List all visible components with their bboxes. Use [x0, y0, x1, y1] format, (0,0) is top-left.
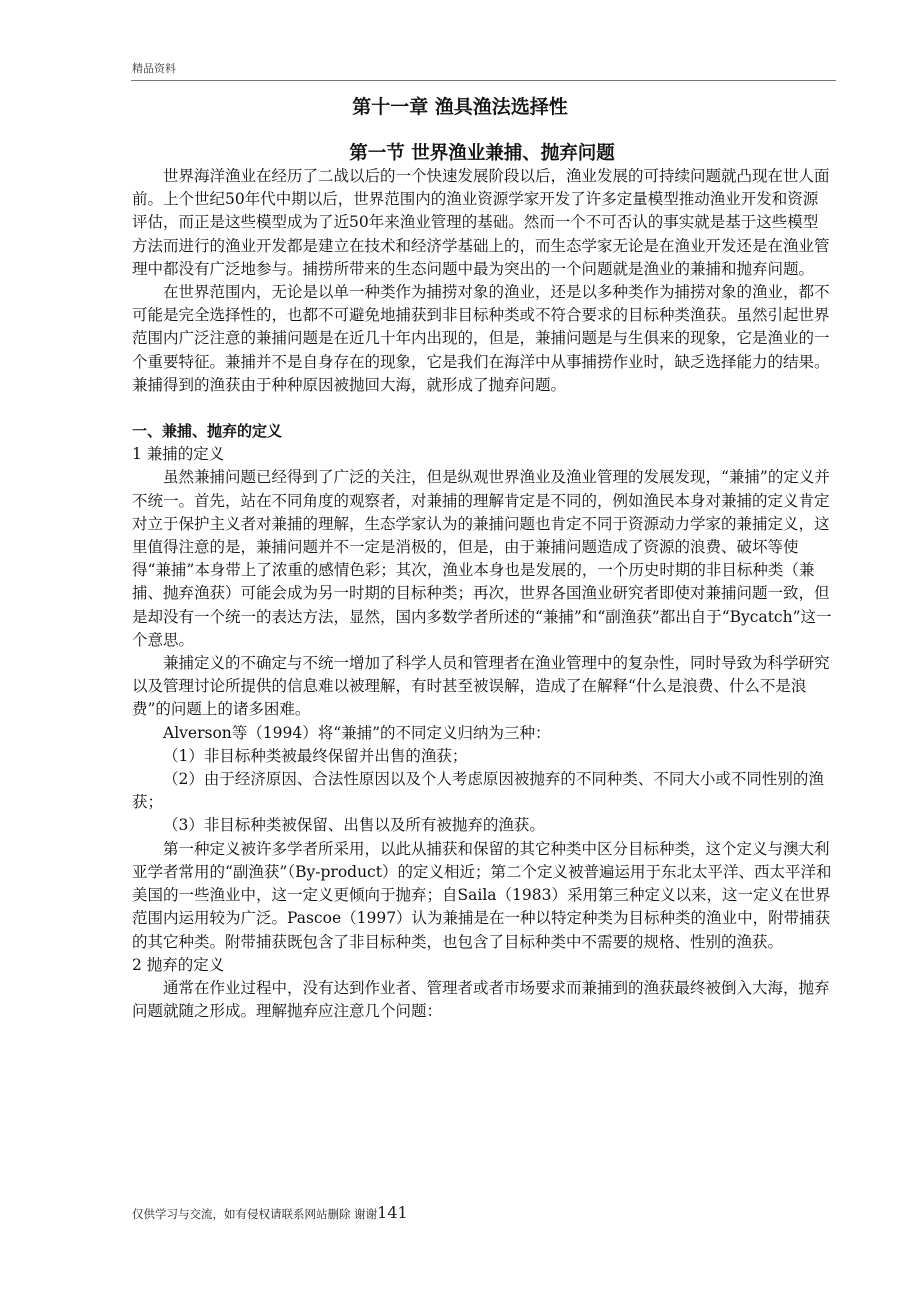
subheading-bycatch: 1 兼捕的定义 [132, 445, 225, 464]
chapter-title: 第十一章 渔具渔法选择性 [352, 96, 568, 118]
footer-text: 仅供学习与交流，如有侵权请联系网站删除 谢谢 [132, 1207, 378, 1221]
paragraph: 世界海洋渔业在经历了二战以后的一个快速发展阶段以后，渔业发展的可持续问题就凸现在世人面前。上个世纪50年代中期以后，世界范围内的渔业资源学家开发了许多定量模型推动渔业开发和资源评估，而正是这些模型成为了近50年来渔业管理的基础。然而一个不可否认的事实就是基于这些模型方法而进行的渔业开发都是建立在技术和经济学基础上的，而生态学家无论是在渔业开发还是在渔业管理中都没有广泛地参与。捕捞所带来的生态问题中最为突出的一个问题就是渔业的兼捕和抛弃问题。 [132, 167, 830, 278]
footer [132, 1203, 408, 1222]
body-text [132, 165, 832, 1023]
header-rule [131, 80, 836, 81]
page-number: 141 [377, 1203, 408, 1222]
paragraph: 通常在作业过程中，没有达到作业者、管理者或者市场要求而兼捕到的渔获最终被倒入大海，抛弃问题就随之形成。理解抛弃应注意几个问题： [132, 978, 830, 1021]
paragraph: 兼捕定义的不确定与不统一增加了科学人员和管理者在渔业管理中的复杂性，同时导致为科学研究以及管理讨论所提供的信息难以被理解，有时甚至被误解，造成了在解释“什么是浪费、什么不是浪费”的问题上的诸多困难。 [132, 654, 830, 719]
paragraph: 第一种定义被许多学者所采用，以此从捕获和保留的其它种类中区分目标种类，这个定义与澳大利亚学者常用的“副渔获”（By-product）的定义相近；第二个定义被普遍运用于东北太平洋、西太平洋和美国的一些渔业中，这一定义更倾向于抛弃；自Saila（1983）采用第三种定义以来，这一定义在世界范围内运用较为广泛。Pascoe（1997）认为兼捕是在一种以特定种类为目标种类的渔业中，附带捕获的其它种类。附带捕获既包含了非目标种类，也包含了目标种类中不需要的规格、性别的渔获。 [132, 839, 832, 951]
paragraph: 虽然兼捕问题已经得到了广泛的关注，但是纵观世界渔业及渔业管理的发展发现，“兼捕”的定义并不统一。首先，站在不同角度的观察者，对兼捕的理解肯定是不同的，例如渔民本身对兼捕的定义肯定对立于保护主义者对兼捕的理解，生态学家认为的兼捕问题也肯定不同于资源动力学家的兼捕定义，这里值得注意的是，兼捕问题并不一定是消极的，但是，由于兼捕问题造成了资源的浪费、破坏等使得“兼捕”本身带上了浓重的感情色彩；其次，渔业本身也是发展的，一个历史时期的非目标种类（兼捕、抛弃渔获）可能会成为另一时期的目标种类；再次，世界各国渔业研究者即使对兼捕问题一致，但是却没有一个统一的表达方法，显然，国内多数学者所述的“兼捕”和“副渔获”都出自于“Bycatch”这一个意思。 [132, 468, 832, 649]
list-item: （3）非目标种类被保留、出售以及所有被抛弃的渔获。 [163, 816, 545, 835]
heading-definitions: 一、兼捕、抛弃的定义 [132, 422, 283, 441]
paragraph: 在世界范围内，无论是以单一种类作为捕捞对象的渔业，还是以多种类作为捕捞对象的渔业，都不可能是完全选择性的，也都不可避免地捕获到非目标种类或不符合要求的目标种类渔获。虽然引起世界范围内广泛注意的兼捕问题是在近几十年内出现的，但是，兼捕问题是与生俱来的现象，它是渔业的一个重要特征。兼捕并不是自身存在的现象，它是我们在海洋中从事捕捞作业时，缺乏选择能力的结果。兼捕得到的渔获由于种种原因被抛回大海，就形成了抛弃问题。 [132, 283, 830, 394]
list-item: （1）非目标种类被最终保留并出售的渔获； [163, 746, 468, 765]
header-label: 精品资料 [132, 62, 176, 75]
list-item: （2）由于经济原因、合法性原因以及个人考虑原因被抛弃的不同种类、不同大小或不同性别的渔获； [132, 770, 824, 812]
subheading-discard: 2 抛弃的定义 [132, 955, 225, 974]
section-title: 第一节 世界渔业兼捕、抛弃问题 [349, 143, 615, 164]
paragraph: Alverson等（1994）将“兼捕”的不同定义归纳为三种： [163, 723, 551, 742]
